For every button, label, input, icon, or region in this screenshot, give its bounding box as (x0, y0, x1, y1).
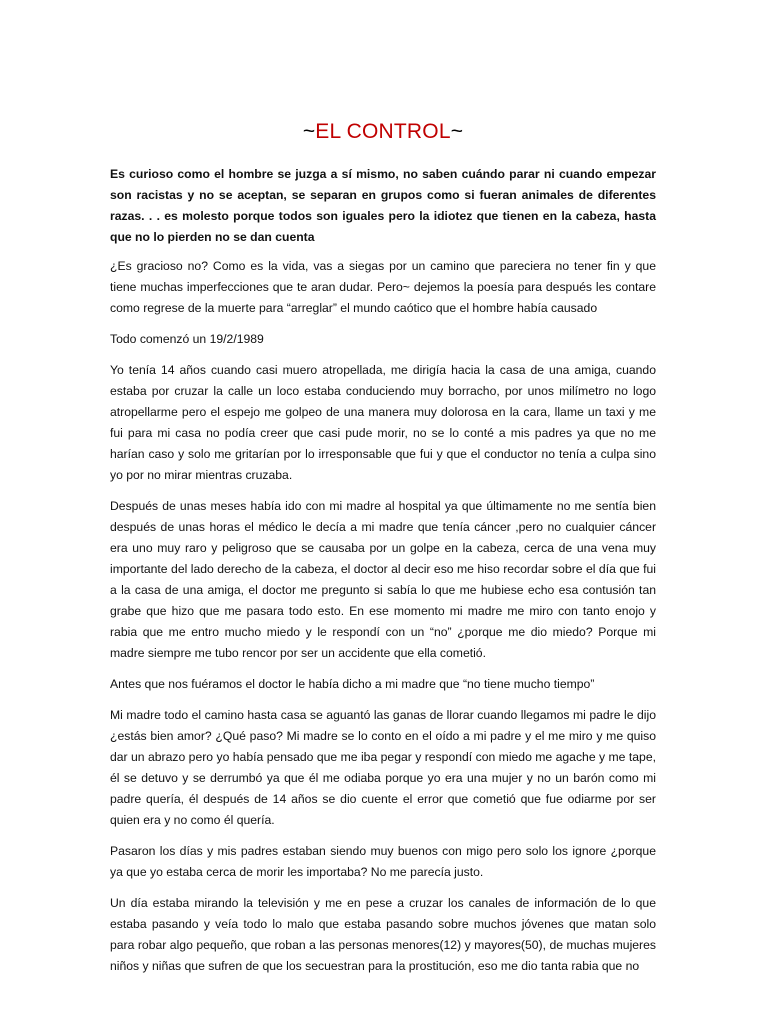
paragraph: Después de unas meses había ido con mi madre al hospital ya que últimamente no me sentía bien después de unas horas el médico le decía a mi madre que tenía cáncer ,pero no cualquier cáncer era uno muy raro y peligroso que se causaba por un golpe en la cabeza, cerca de una vena muy importante del lado derecho de la cabeza, el doctor al decir eso me hiso recordar sobre el día que fui a la casa de una amiga, el doctor me pregunto si sabía lo que me hubiese echo esa contusión tan grabe que hizo que me pasara todo esto. En ese momento mi madre me miro con tanto enojo y rabia que me entro mucho miedo y le respondí con un “no” ¿porque me dio miedo? Porque mi madre siempre me tubo rencor por ser un accidente que ella cometió. (110, 499, 656, 660)
paragraph: Todo comenzó un 19/2/1989 (110, 332, 264, 346)
title-suffix: ~ (450, 120, 464, 143)
intro-paragraph: Es curioso como el hombre se juzga a sí mismo, no saben cuándo parar ni cuando empezar son racistas y no se aceptan, se separan en grupos como si fueran animales de diferentes razas. . . es molesto porque todos son iguales pero la idiotez que tienen en la cabeza, hasta que no lo pierden no se dan cuenta (110, 167, 656, 244)
paragraph: Antes que nos fuéramos el doctor le había dicho a mi madre que “no tiene mucho tiempo” (110, 677, 595, 691)
document-title (110, 120, 656, 144)
title-prefix: ~ (302, 120, 316, 143)
paragraph: Un día estaba mirando la televisión y me en pese a cruzar los canales de información de lo que estaba pasando y veía todo lo malo que estaba pasando sobre muchos jóvenes que matan solo para robar algo pequeño, que roban a las personas menores(12) y mayores(50), de muchas mujeres niños y niñas que sufren de que los secuestran para la prostitución, eso me dio tanta rabia que no (110, 896, 656, 973)
document-body (110, 164, 656, 987)
title-text: EL CONTROL (315, 120, 451, 143)
paragraph: ¿Es gracioso no? Como es la vida, vas a siegas por un camino que pareciera no tener fin y que tiene muchas imperfecciones que te aran dudar. Pero~ dejemos la poesía para después les contare como regrese de la muerte para “arreglar” el mundo caótico que el hombre había causado (110, 259, 656, 315)
paragraph: Yo tenía 14 años cuando casi muero atropellada, me dirigía hacia la casa de una amiga, cuando estaba por cruzar la calle un loco estaba conduciendo muy borracho, por unos milímetro no logo atropellarme pero el espejo me golpeo de una manera muy dolorosa en la cara, llame un taxi y me fui para mi casa no podía creer que casi pude morir, no se lo conté a mis padres ya que no me harían caso y solo me gritarían por lo irresponsable que fui y que el conductor no tenía a culpa sino yo por no mirar mientras cruzaba. (110, 363, 656, 482)
paragraph: Pasaron los días y mis padres estaban siendo muy buenos con migo pero solo los ignore ¿porque ya que yo estaba cerca de morir les importaba? No me parecía justo. (110, 844, 656, 879)
paragraph: Mi madre todo el camino hasta casa se aguantó las ganas de llorar cuando llegamos mi padre le dijo ¿estás bien amor? ¿Qué paso? Mi madre se lo conto en el oído a mi padre y el me miro y me quiso dar un abrazo pero yo había pensado que me iba pegar y respondí con miedo me agache y me tape, él se detuvo y se derrumbó ya que él me odiaba porque yo era una mujer y no un barón como mi padre quería, él después de 14 años se dio cuente el error que cometió que fue odiarme por ser quien era y no como él quería. (110, 708, 656, 827)
